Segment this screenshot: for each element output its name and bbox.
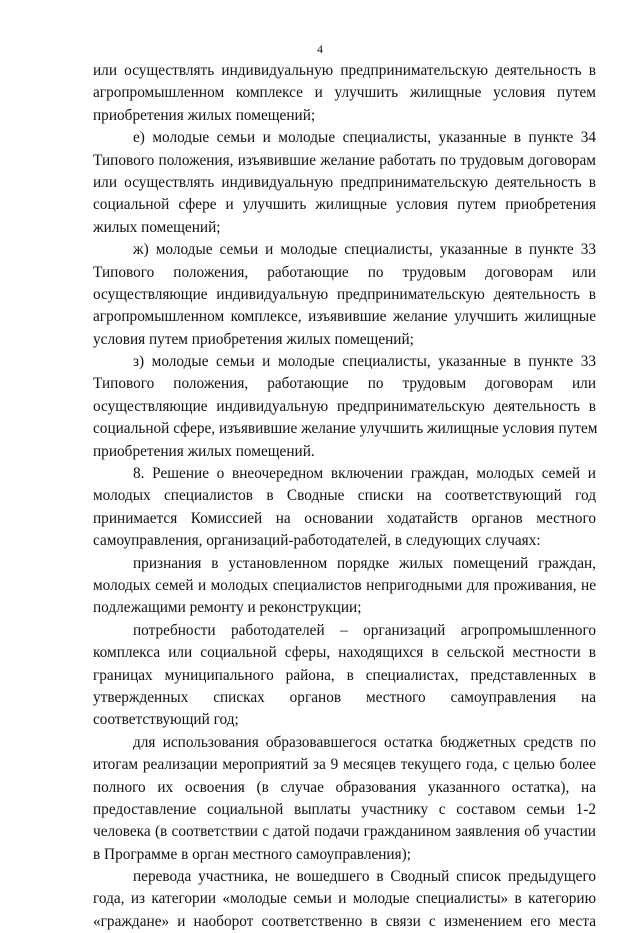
text-line: комплекса или социальной сферы, находящихся в сельской местности в xyxy=(93,644,596,662)
text-line: соответствующий год; xyxy=(93,711,239,729)
text-line: молодых специалистов в Сводные списки на соответствующий год xyxy=(93,487,596,505)
text-line: осуществляющие индивидуальную предпринимательскую деятельность в xyxy=(93,397,596,415)
text-line: приобретения жилых помещений. xyxy=(93,442,315,460)
text-line: приобретения жилых помещений; xyxy=(93,106,316,124)
text-line: молодых семей и молодых специалистов непригодными для проживания, не xyxy=(93,576,596,594)
text-line: перевода участника, не вошедшего в Сводный список предыдущего xyxy=(133,868,596,886)
page-number: 4 xyxy=(317,42,323,56)
text-line: полного их освоения (в случае образования указанного остатка), на xyxy=(93,778,596,796)
text-line: предоставление социальной выплаты участнику с составом семьи 1-2 xyxy=(93,800,596,818)
text-line: итогам реализации мероприятий за 9 месяцев текущего года, с целью более xyxy=(93,756,596,774)
text-line: в Программе в орган местного самоуправления); xyxy=(93,845,412,863)
text-line: года, из категории «молодые семьи и молодые специалисты» в категорию xyxy=(93,890,596,908)
text-line: или осуществлять индивидуальную предпринимательскую деятельность в xyxy=(93,173,596,191)
text-line: социальной сфере и улучшить жилищные условия путем приобретения xyxy=(93,196,596,214)
text-line: самоуправления, организаций-работодателей, в следующих случаях: xyxy=(93,532,541,550)
text-line: Типового положения, работающие по трудовым договорам или xyxy=(93,263,596,281)
text-line: з) молодые семьи и молодые специалисты, указанные в пункте 33 xyxy=(133,353,596,371)
text-line: ж) молодые семьи и молодые специалисты, указанные в пункте 33 xyxy=(133,241,596,259)
text-line: 8. Решение о внеочередном включении граждан, молодых семей и xyxy=(133,465,596,483)
text-line: для использования образовавшегося остатка бюджетных средств по xyxy=(133,733,596,751)
text-line: условия путем приобретения жилых помещений; xyxy=(93,330,414,348)
text-line: социальной сфере, изъявившие желание улучшить жилищные условия путем xyxy=(93,420,598,438)
text-line: агропромышленном комплексе, изъявившие желание улучшить жилищные xyxy=(93,308,596,326)
document-body xyxy=(93,60,596,933)
text-line: человека (в соответствии с датой подачи гражданином заявления об участии xyxy=(93,823,596,841)
text-line: утвержденных списках органов местного самоуправления на xyxy=(93,688,596,706)
text-line: «граждане» и наоборот соответственно в связи с изменением его места xyxy=(93,912,596,930)
text-line: Типового положения, работающие по трудовым договорам или xyxy=(93,375,596,393)
text-line: Типового положения, изъявившие желание работать по трудовым договорам xyxy=(93,151,596,169)
text-line: подлежащими ремонту и реконструкции; xyxy=(93,599,362,617)
text-line: е) молодые семьи и молодые специалисты, указанные в пункте 34 xyxy=(133,129,596,147)
text-line: или осуществлять индивидуальную предпринимательскую деятельность в xyxy=(93,62,596,79)
text-line: осуществляющие индивидуальную предпринимательскую деятельность в xyxy=(93,285,596,303)
text-line: принимается Комиссией на основании ходатайств органов местного xyxy=(93,509,596,527)
text-line: границах муниципального района, в специалистах, представленных в xyxy=(93,666,596,684)
text-line: жилых помещений; xyxy=(93,218,221,236)
text-line: агропромышленном комплексе и улучшить жилищные условия путем xyxy=(93,84,596,102)
text-line: потребности работодателей – организаций агропромышленного xyxy=(133,621,596,639)
text-line: признания в установленном порядке жилых помещений граждан, xyxy=(133,554,596,572)
